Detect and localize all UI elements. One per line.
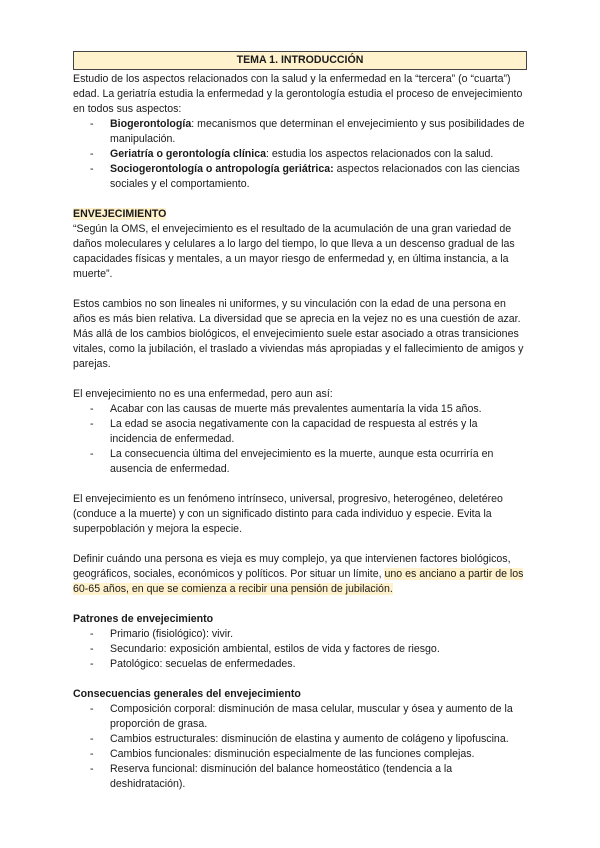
- list-item: - Biogerontología: mecanismos que determinan el envejecimiento y sus posibilidades de manipulación.: [90, 118, 525, 145]
- list-item: - Patológico: secuelas de enfermedades.: [90, 658, 296, 670]
- list-item: - Cambios funcionales: disminución especialmente de las funciones complejas.: [90, 748, 475, 760]
- document-content: [73, 51, 527, 792]
- intro-list: [73, 117, 527, 192]
- list-item: - La consecuencia última del envejecimiento es la muerte, aunque esta ocurriría en ausencia de enfermedad.: [90, 448, 494, 475]
- highlighted-text: uno es anciano a partir de los 60-65 años, en que se comienza a recibir una pensión de jubilación.: [73, 568, 524, 595]
- list-item: - Acabar con las causas de muerte más prevalentes aumentaría la vida 15 años.: [90, 403, 482, 415]
- patrones-list: [73, 627, 527, 672]
- oms-quote: “Según la OMS, el envejecimiento es el resultado de la acumulación de una gran variedad de daños moleculares y celulares a lo largo del tiempo, lo que lleva a un descenso gradual de las capacidades físicas y mentales, a un mayor riesgo de enfermedad y, en última instancia, a la muerte”.: [73, 223, 515, 280]
- list-item: - Primario (fisiológico): vivir.: [90, 628, 234, 640]
- list-item: - Secundario: exposición ambiental, estilos de vida y factores de riesgo.: [90, 643, 440, 655]
- section-heading-consecuencias: Consecuencias generales del envejecimiento: [73, 688, 301, 700]
- page-title: TEMA 1. INTRODUCCIÓN: [73, 51, 527, 70]
- section-heading-envejecimiento: ENVEJECIMIENTO: [73, 208, 167, 220]
- list-item: - Composición corporal: disminución de masa celular, muscular y ósea y aumento de la proporción de grasa.: [90, 703, 513, 730]
- paragraph: Definir cuándo una persona es vieja es muy complejo, ya que intervienen factores biológicos, geográficos, sociales, económicos y políticos. Por situar un límite, uno es anciano a partir de los 60-65 años, en que se comienza a recibir una pensión de jubilación.: [73, 553, 524, 595]
- paragraph: El envejecimiento no es una enfermedad, pero aun así:: [73, 388, 333, 400]
- list-item: - Sociogerontología o antropología geriátrica: aspectos relacionados con las ciencias sociales y el comportamiento.: [90, 163, 520, 190]
- enfermedad-list: [73, 402, 527, 477]
- section-heading-patrones: Patrones de envejecimiento: [73, 613, 214, 625]
- list-item: - La edad se asocia negativamente con la capacidad de respuesta al estrés y la incidencia de enfermedad.: [90, 418, 478, 445]
- paragraph: El envejecimiento es un fenómeno intrínseco, universal, progresivo, heterogéneo, deletéreo (conduce a la muerte) y con un significado distinto para cada individuo y especie. Evita la superpoblación y mejora la especie.: [73, 493, 503, 535]
- list-item: - Geriatría o gerontología clínica: estudia los aspectos relacionados con la salud.: [90, 148, 494, 160]
- list-item: - Cambios estructurales: disminución de elastina y aumento de colágeno y lipofuscina.: [90, 733, 509, 745]
- consecuencias-list: [73, 702, 527, 792]
- paragraph: Estos cambios no son lineales ni uniformes, y su vinculación con la edad de una persona en años es más bien relativa. La diversidad que se aprecia en la vejez no es una cuestión de azar. Más allá de los cambios biológicos, el envejecimiento suele estar asociado a otras transiciones vitales, como la jubilación, el traslado a viviendas más apropiadas y el fallecimiento de amigos y parejas.: [73, 298, 524, 370]
- intro-paragraph: Estudio de los aspectos relacionados con la salud y la enfermedad en la “tercera” (o “cuarta”) edad. La geriatría estudia la enfermedad y la gerontología estudia el proceso de envejecimiento en todos sus aspectos:: [73, 73, 523, 115]
- list-item: - Reserva funcional: disminución del balance homeostático (tendencia a la deshidratación).: [90, 763, 453, 790]
